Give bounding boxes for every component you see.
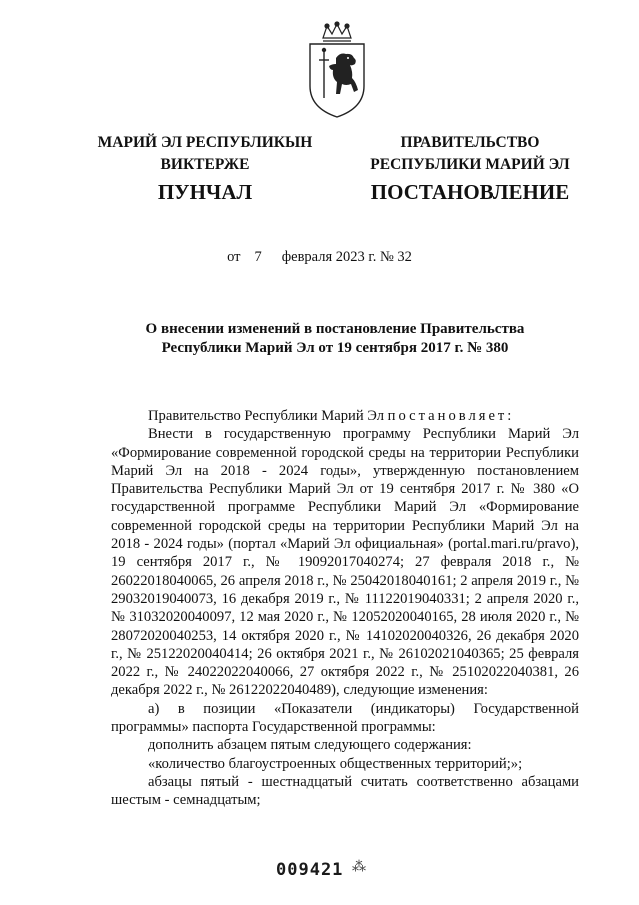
body-paragraph-5: «количество благоустроенных общественных территорий;»; [148, 755, 523, 772]
header-right-line1: ПРАВИТЕЛЬСТВО [400, 134, 540, 151]
decree-title [95, 320, 575, 358]
title-line1: О внесении изменений в постановление Правительства [145, 321, 525, 337]
body-paragraph-3: а) в позиции «Показатели (индикаторы) Государственной программы» паспорта Государственной программы: [111, 700, 579, 736]
header-left-line1: МАРИЙ ЭЛ РЕСПУБЛИКЫН [97, 134, 313, 151]
body-paragraph-4: дополнить абзацем пятым следующего содержания: [148, 737, 472, 754]
crown-icon [323, 22, 351, 41]
body-paragraph-2: Внести в государственную программу Республики Марий Эл «Формирование современной городской среды на территории Республики Марий Эл на 2018 - 2024 годы», утвержденную постановлением Правительства Республики Марий Эл от 19 сентября 2017 г. № 380 «О государственной программе Республики Марий Эл «Формирование современной городской среды на территории Республики Марий Эл на 2018 - 2024 годы» (портал «Марий Эл официальная» (portal.mari.ru/pravo), 19 сентября 2017 г., № 19092017040274; 27 февраля 2018 г., № 26022018040065, 26 апреля 2018 г., № 25042018040161; 2 апреля 2019 г., № 29032019040073, 16 декабря 2019 г., № 11122019040331; 2 апреля 2020 г., № 31032020040097, 12 мая 2020 г., № 12052020040165, 28 июля 2020 г., № 28072020040253, 14 октября 2020 г., № 14102020040326, 26 декабря 2020 г., № 25122020040414; 26 октября 2021 г., № 26102021040365; 25 февраля 2022 г., № 24022022040066, 27 октября 2022 г., № 25102022040381, 26 декабря 2022 г., № 26122022040489), следующие изменения: [111, 426, 579, 699]
date-day: 7 [254, 249, 262, 265]
form-serial-number: 009421 [276, 860, 344, 880]
title-line2: Республики Марий Эл от 19 сентября 2017 г. № 380 [161, 340, 509, 356]
footer-mark-icon: ⁂ [352, 860, 366, 875]
p1-lead: Правительство Республики Марий Эл [148, 408, 385, 424]
body-paragraph-6: абзацы пятый - шестнадцатый считать соответственно абзацами шестым - семнадцатым; [111, 773, 579, 809]
header-left-line2: ВИКТЕРЖЕ [160, 156, 250, 173]
header-right-line2: РЕСПУБЛИКИ МАРИЙ ЭЛ [370, 156, 570, 173]
header-left-block [85, 132, 325, 176]
decree-dateline [0, 249, 639, 266]
date-prefix: от [227, 249, 241, 265]
header-right-block [345, 132, 595, 176]
body-paragraph-1 [111, 407, 579, 425]
p1-spaced: постановляет: [387, 408, 515, 424]
date-rest: февраля 2023 г. № [281, 249, 394, 265]
header-left-big: ПУНЧАЛ [157, 180, 253, 204]
decree-body [111, 407, 579, 810]
coat-of-arms-emblem [296, 20, 378, 120]
decree-number: 32 [397, 249, 412, 265]
header-right-big: ПОСТАНОВЛЕНИЕ [370, 180, 570, 204]
